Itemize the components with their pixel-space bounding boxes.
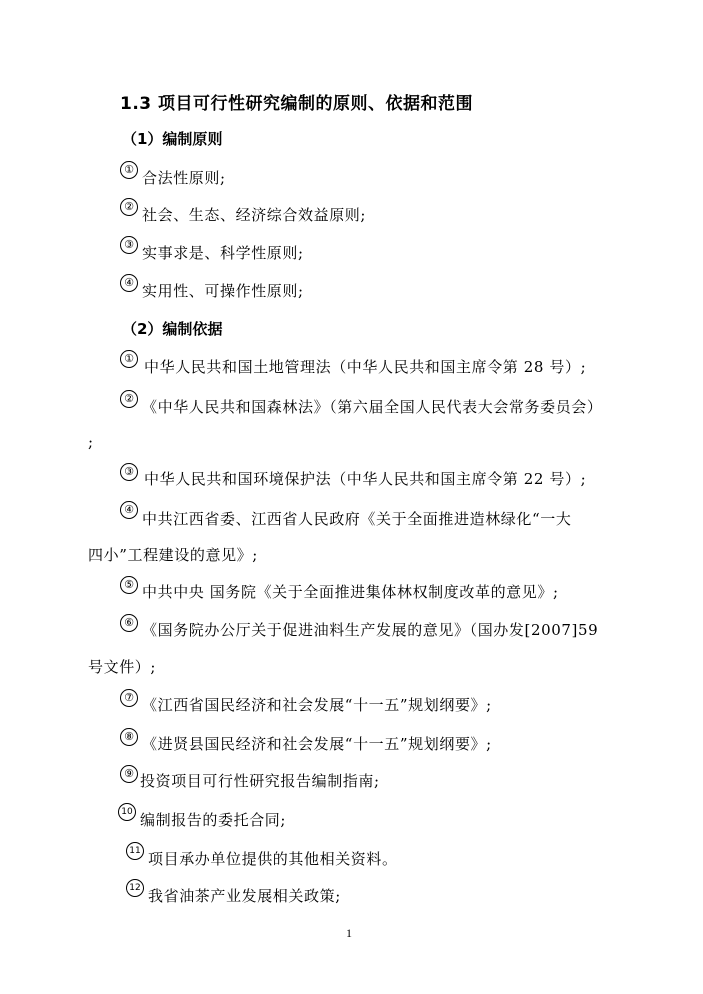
basis-item-6-continuation: 号文件）; [88, 658, 157, 676]
basis-item-12: 我省油茶产业发展相关政策; [148, 887, 341, 905]
basis-number-8: ⑧ [120, 728, 138, 746]
basis-number-11: 11 [126, 842, 144, 860]
basis-item-8: 《进贤县国民经济和社会发展“十一五”规划纲要》; [142, 735, 492, 753]
principle-item-2: 社会、生态、经济综合效益原则; [142, 206, 367, 224]
basis-item-2: 《中华人民共和国森林法》（第六届全国人民代表大会常务委员会） [142, 398, 603, 416]
basis-item-4-continuation: 四小”工程建设的意见》; [88, 546, 258, 564]
basis-item-5: 中共中央 国务院《关于全面推进集体林权制度改革的意见》; [142, 583, 559, 601]
basis-number-12: 12 [126, 879, 144, 897]
section-title: 1.3 项目可行性研究编制的原则、依据和范围 [120, 94, 474, 114]
basis-number-2: ② [120, 390, 138, 408]
basis-item-9: 投资项目可行性研究报告编制指南; [140, 772, 380, 790]
principles-heading: （1）编制原则 [122, 130, 223, 148]
basis-number-6: ⑥ [120, 614, 138, 632]
basis-item-4: 中共江西省委、江西省人民政府《关于全面推进造林绿化“一大 [142, 510, 572, 528]
basis-number-4: ④ [120, 501, 138, 519]
basis-item-3: 中华人民共和国环境保护法（中华人民共和国主席令第 22 号）; [144, 470, 587, 488]
basis-item-1: 中华人民共和国土地管理法（中华人民共和国主席令第 28 号）; [144, 358, 587, 376]
page-number: 1 [346, 926, 352, 940]
basis-item-2-continuation: ; [88, 433, 94, 451]
basis-number-1: ① [120, 350, 138, 368]
basis-item-7: 《江西省国民经济和社会发展“十一五”规划纲要》; [142, 696, 492, 714]
basis-number-3: ③ [120, 463, 138, 481]
basis-item-11: 项目承办单位提供的其他相关资料。 [148, 850, 398, 868]
basis-number-10: 10 [118, 803, 136, 821]
basis-number-7: ⑦ [120, 689, 138, 707]
principle-number-2: ② [120, 198, 138, 216]
principle-item-3: 实事求是、科学性原则; [142, 244, 304, 262]
basis-number-9: ⑨ [120, 765, 138, 783]
principle-number-4: ④ [120, 274, 138, 292]
principle-item-4: 实用性、可操作性原则; [142, 282, 304, 300]
basis-item-6: 《国务院办公厅关于促进油料生产发展的意见》（国办发[2007]59 [142, 621, 599, 639]
basis-item-10: 编制报告的委托合同; [140, 811, 287, 829]
principle-number-3: ③ [120, 236, 138, 254]
basis-number-5: ⑤ [120, 576, 138, 594]
principle-number-1: ① [120, 161, 138, 179]
principle-item-1: 合法性原则; [142, 169, 226, 187]
basis-heading: （2）编制依据 [122, 320, 223, 338]
